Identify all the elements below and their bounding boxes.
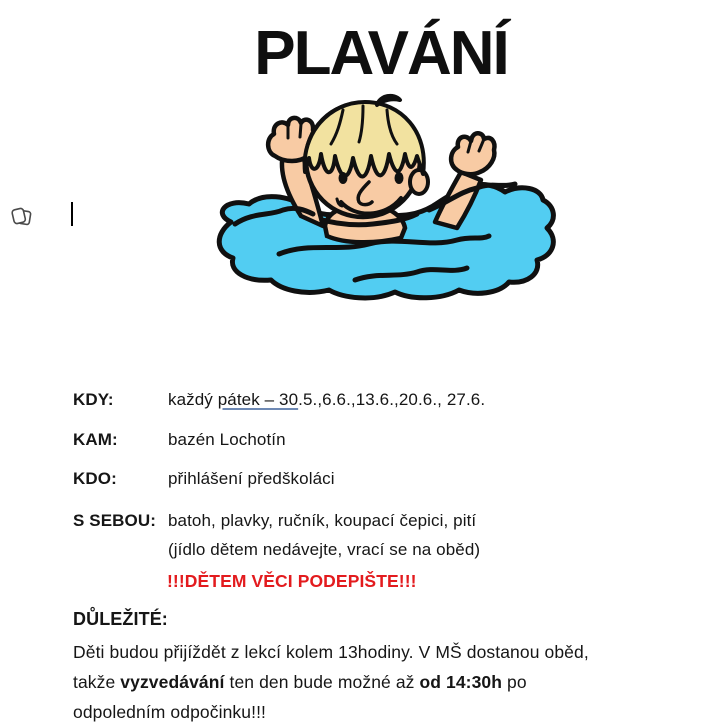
kdy-suggestion-underlined-text[interactable]: pátek – 30 bbox=[217, 390, 299, 409]
kdo-value: přihlášení předškoláci bbox=[168, 469, 335, 488]
right-eye bbox=[395, 172, 404, 184]
line2-bold-vyzvedavani: vyzvedávání bbox=[120, 672, 225, 692]
line2-segment-1: takže bbox=[73, 672, 121, 692]
info-row-s-sebou bbox=[73, 506, 689, 564]
right-ear bbox=[410, 170, 428, 194]
overlapping-pages-glyph bbox=[10, 204, 34, 231]
kdy-value-suffix: .5.,6.6.,13.6.,20.6., 27.6. bbox=[298, 390, 486, 409]
right-hand bbox=[451, 133, 494, 174]
swimmer-graphic bbox=[203, 92, 559, 308]
s-sebou-line-2: (jídlo dětem nedávejte, vrací se na oběd) bbox=[168, 540, 481, 559]
important-paragraph-line-3: odpoledním odpočinku!!! bbox=[73, 702, 266, 722]
kdy-label: KDY: bbox=[73, 390, 114, 409]
line2-bold-time: od 14:30h bbox=[419, 672, 503, 692]
text-caret bbox=[71, 202, 73, 226]
s-sebou-value bbox=[168, 506, 480, 564]
line2-segment-2: ten den bude možné až bbox=[224, 672, 420, 692]
kdy-value-prefix: každý bbox=[168, 390, 218, 409]
kdy-value bbox=[168, 388, 485, 411]
kdo-label: KDO: bbox=[73, 469, 117, 488]
sign-items-warning: !!!DĚTEM VĚCI PODEPIŠTE!!! bbox=[167, 571, 417, 591]
page-title: PLAVÁNÍ bbox=[254, 19, 508, 88]
important-paragraph-line-2 bbox=[73, 670, 703, 694]
swimming-child-illustration bbox=[203, 92, 559, 308]
left-eye bbox=[339, 172, 348, 184]
kam-label: KAM: bbox=[73, 430, 118, 449]
info-row-kdy bbox=[73, 388, 689, 411]
info-row-kam bbox=[73, 428, 689, 451]
line2-segment-3: po bbox=[502, 672, 527, 692]
info-row-kdo bbox=[73, 467, 689, 490]
s-sebou-line-1: batoh, plavky, ručník, koupací čepici, pití bbox=[168, 511, 477, 530]
important-paragraph-line-1: Děti budou přijíždět z lekcí kolem 13hodiny. V MŠ dostanou oběd, bbox=[73, 642, 589, 662]
s-sebou-label: S SEBOU: bbox=[73, 511, 156, 530]
important-heading: DŮLEŽITÉ: bbox=[73, 609, 168, 629]
hair-tuft bbox=[377, 96, 400, 105]
paste-options-icon[interactable] bbox=[10, 204, 34, 231]
kam-value: bazén Lochotín bbox=[168, 430, 286, 449]
